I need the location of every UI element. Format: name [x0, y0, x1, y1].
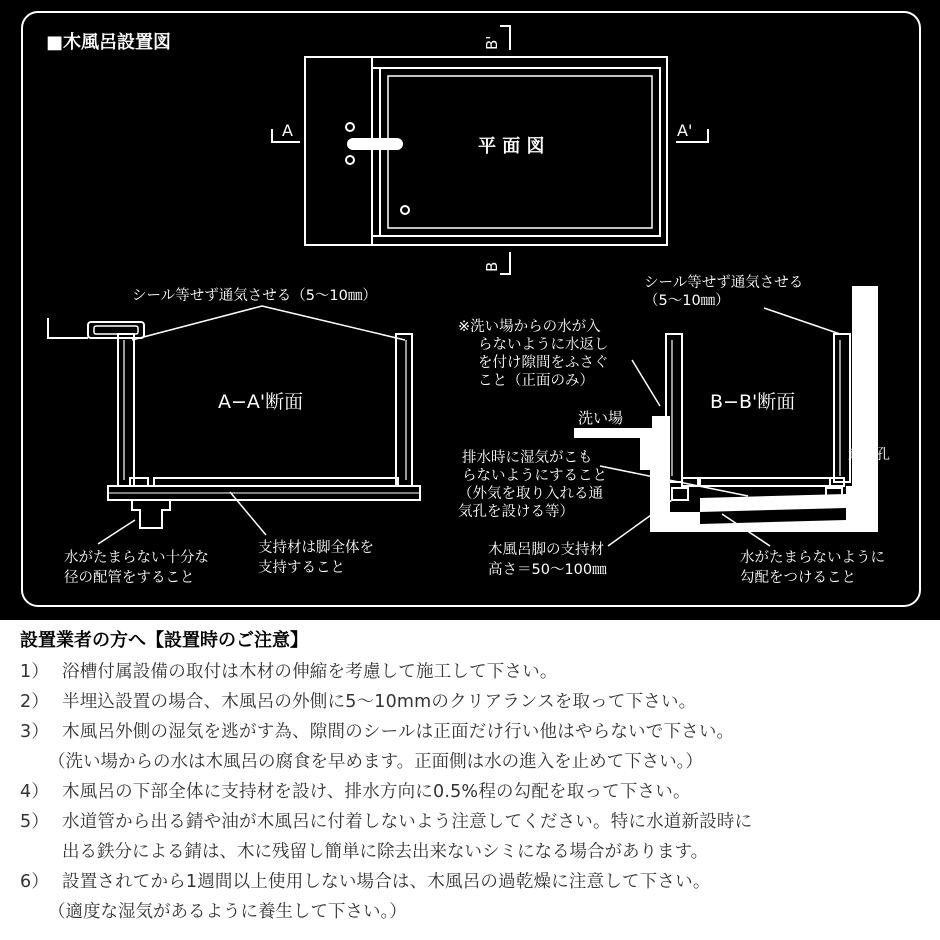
plan-fixtures — [346, 123, 409, 214]
wash-note-line3: を付け隙間をふさぐ — [478, 355, 609, 371]
note-item-4 — [20, 778, 691, 803]
marker-a-prime — [676, 121, 708, 142]
note-number: 4） — [20, 782, 50, 802]
note-text: 出る鉄分による錆は、木に残留し簡単に除去出来ないシミになる場合があります。 — [62, 842, 709, 862]
note-item-1 — [20, 658, 558, 683]
humidity-note-line1: 排水時に湿気がこも — [462, 450, 593, 466]
note-number: 2） — [20, 692, 50, 712]
humidity-note-line3: （外気を取り入れる通 — [458, 486, 603, 502]
plan-label: 平 面 図 — [478, 136, 545, 157]
wash-area-label: 洗い場 — [578, 409, 624, 427]
note-number: 6） — [20, 872, 50, 892]
note-text: 水道管から出る錆や油が木風呂に付着しないよう注意してください。特に水道新設時に — [62, 812, 753, 832]
seal-note-b-line2: （5〜10㎜） — [644, 293, 730, 309]
svg-text:A: A — [282, 121, 293, 140]
leg-note-line2: 高さ＝50〜100㎜ — [488, 562, 607, 578]
marker-b-bottom — [483, 252, 510, 274]
seal-leader-lines-a — [132, 306, 405, 340]
slope-note-line1: 水がたまらないように — [740, 550, 885, 566]
seal-note-b-line1: シール等せず通気させる — [644, 275, 804, 291]
wash-note-line1: ※洗い場からの水が入 — [458, 319, 601, 335]
note-number: 3） — [20, 722, 50, 742]
note-text: 設置されてから1週間以上使用しない場合は、木風呂の過乾燥に注意して下さい。 — [62, 872, 711, 892]
wash-note-line2: らないように水返し — [478, 337, 609, 353]
drain-note-line1: 水がたまらない十分な — [64, 550, 209, 566]
notes-title: 設置業者の方へ【設置時のご注意】 — [20, 630, 308, 651]
svg-text:B': B' — [483, 35, 501, 50]
installer-notes — [0, 620, 940, 940]
svg-text:A': A' — [677, 121, 693, 140]
humidity-leader — [600, 466, 748, 496]
note-item-5-continued — [62, 838, 708, 863]
note-item-5 — [20, 808, 752, 833]
note-text: 木風呂の下部全体に支持材を設け、排水方向に0.5%程の勾配を取って下さい。 — [62, 782, 691, 802]
note-item-3-continued — [48, 748, 703, 773]
note-item-6-continued — [48, 898, 407, 923]
humidity-note-line2: らないようにすること — [462, 468, 607, 484]
seal-leader-b — [764, 308, 840, 334]
seal-note-a: シール等せず通気させる（5〜10㎜） — [132, 288, 377, 304]
humidity-note-line4: 気孔を設ける等） — [458, 504, 574, 520]
section-aa-label: A−A'断面 — [218, 391, 304, 413]
drain-note-line2: 径の配管をすること — [64, 570, 195, 586]
note-number: 1） — [20, 662, 50, 682]
vent-hole-label: 通気孔 — [848, 447, 890, 463]
marker-a — [272, 121, 300, 142]
note-number: 5） — [20, 812, 50, 832]
wash-leader — [632, 360, 660, 406]
note-item-3 — [20, 718, 734, 743]
marker-b-top — [483, 26, 510, 50]
section-bb — [666, 334, 850, 500]
note-text: 木風呂外側の湿気を逃がす為、隙間のシールは正面だけ行い他はやらないで下さい。 — [62, 722, 735, 742]
support-note-line1: 支持材は脚全体を — [258, 540, 374, 556]
note-text: （洗い場からの水は木風呂の腐食を早めます。正面側は水の進入を止めて下さい。） — [48, 752, 703, 772]
note-text: 浴槽付属設備の取付は木材の伸縮を考慮して施工して下さい。 — [62, 662, 558, 682]
leg-note-line1: 木風呂脚の支持材 — [488, 542, 604, 558]
support-note-line2: 支持すること — [258, 560, 345, 576]
note-item-6 — [20, 868, 711, 893]
note-text: 半埋込設置の場合、木風呂の外側に5〜10mmのクリアランスを取って下さい。 — [62, 692, 697, 712]
wash-note-line4: こと（正面のみ） — [478, 373, 594, 389]
slope-note-line2: 勾配をつけること — [740, 570, 856, 586]
svg-text:B: B — [483, 261, 501, 272]
note-item-2 — [20, 688, 696, 713]
diagram-title: ■木風呂設置図 — [46, 32, 172, 53]
note-text: （適度な湿気があるように養生して下さい。） — [48, 902, 407, 922]
section-bb-label: B−B'断面 — [710, 391, 796, 413]
